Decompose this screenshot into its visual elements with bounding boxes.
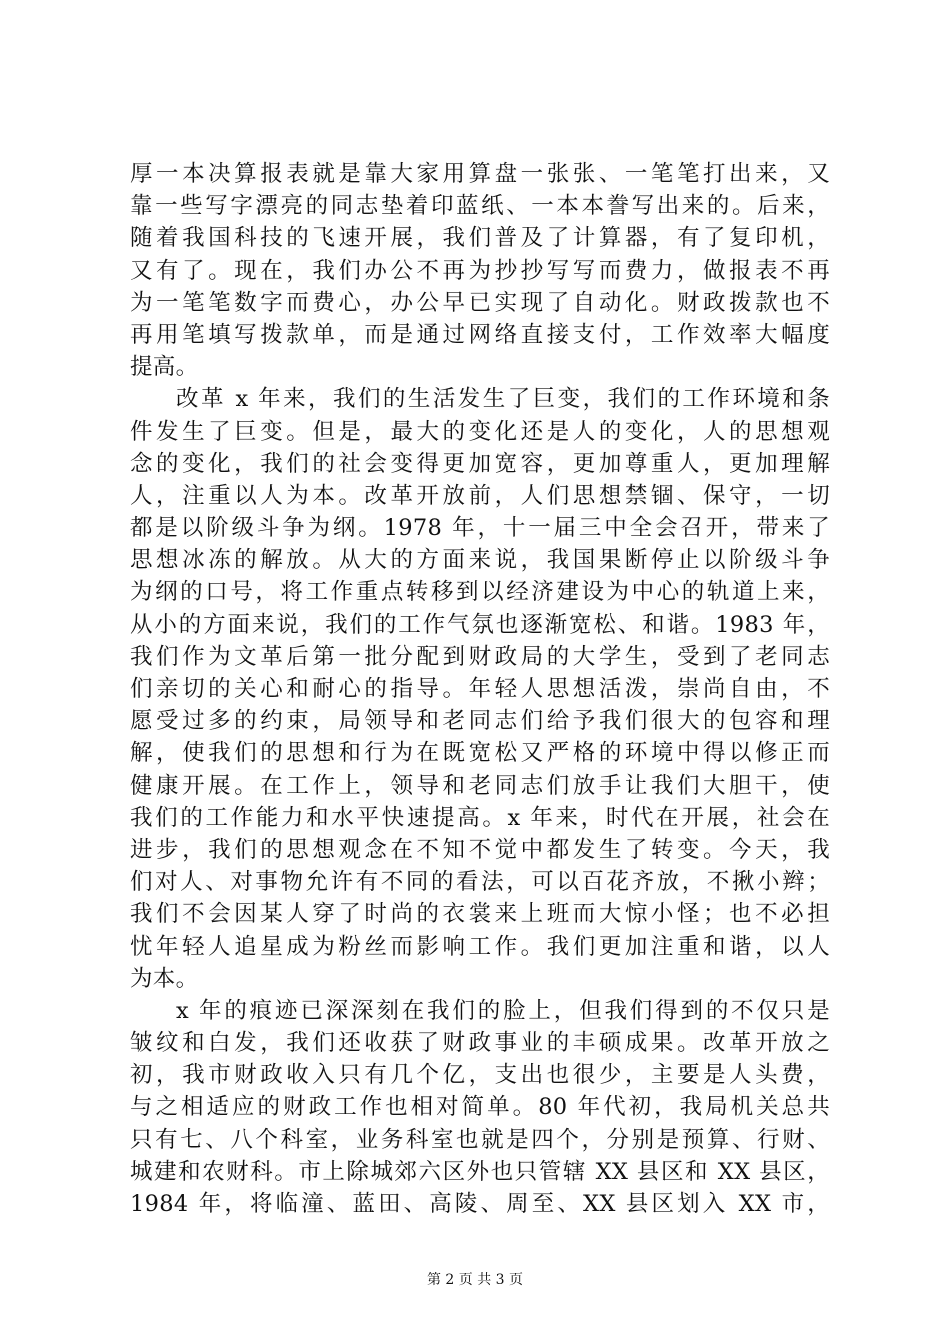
text-line: 城建和农财科。市上除城郊六区外也只管辖 XX 县区和 XX 县区， <box>130 1158 830 1185</box>
text-line: 进步，我们的思想观念在不知不觉中都发生了转变。今天，我 <box>130 836 830 863</box>
text-line: 们对人、对事物允许有不同的看法，可以百花齐放，不揪小辫； <box>130 869 830 896</box>
text-line: 又有了。现在，我们办公不再为抄抄写写而费力，做报表不再 <box>130 257 830 284</box>
text-line: 1984 年，将临潼、蓝田、高陵、周至、XX 县区划入 XX 市， <box>130 1191 830 1217</box>
text-line: 人，注重以人为本。改革开放前，人们思想禁锢、保守，一切 <box>130 482 830 509</box>
paragraph-first-line: 改革 x 年来，我们的生活发生了巨变，我们的工作环境和条 <box>176 386 830 413</box>
text-line: 为纲的口号，将工作重点转移到以经济建设为中心的轨道上来， <box>130 579 830 606</box>
text-line: 提高。 <box>130 354 199 381</box>
text-line: 厚一本决算报表就是靠大家用算盘一张张、一笔笔打出来，又 <box>130 161 830 187</box>
text-line: 愿受过多的约束，局领导和老同志们给予我们很大的包容和理 <box>130 708 830 735</box>
text-line: 解，使我们的思想和行为在既宽松又严格的环境中得以修正而 <box>130 740 830 767</box>
text-line: 忧年轻人追星成为粉丝而影响工作。我们更加注重和谐，以人 <box>130 933 830 960</box>
text-line: 我们作为文革后第一批分配到财政局的大学生，受到了老同志 <box>130 643 830 670</box>
paragraph-first-line: x 年的痕迹已深深刻在我们的脸上，但我们得到的不仅只是 <box>176 997 830 1024</box>
text-line: 念的变化，我们的社会变得更加宽容，更加尊重人，更加理解 <box>130 450 830 477</box>
text-line: 初，我市财政收入只有几个亿，支出也很少，主要是人头费， <box>130 1062 830 1089</box>
text-line: 从小的方面来说，我们的工作气氛也逐渐宽松、和谐。1983 年， <box>130 611 830 638</box>
text-line: 与之相适应的财政工作也相对简单。80 年代初，我局机关总共 <box>130 1094 830 1121</box>
text-line: 我们的工作能力和水平快速提高。x 年来，时代在开展，社会在 <box>130 804 830 831</box>
text-line: 靠一些写字漂亮的同志垫着印蓝纸、一本本誊写出来的。后来， <box>130 193 830 220</box>
text-line: 我们不会因某人穿了时尚的衣裳来上班而大惊小怪；也不必担 <box>130 901 830 928</box>
text-line: 再用笔填写拨款单，而是通过网络直接支付，工作效率大幅度 <box>130 321 830 348</box>
body-text <box>130 158 830 1220</box>
page-footer: 第 2 页 共 3 页 <box>426 1272 524 1288</box>
text-line: 都是以阶级斗争为纲。1978 年，十一届三中全会召开，带来了 <box>130 515 830 542</box>
text-line: 皱纹和白发，我们还收获了财政事业的丰硕成果。改革开放之 <box>130 1030 830 1057</box>
text-line: 们亲切的关心和耐心的指导。年轻人思想活泼，崇尚自由，不 <box>130 676 830 702</box>
text-line: 为一笔笔数字而费心，办公早已实现了自动化。财政拨款也不 <box>130 289 830 316</box>
text-line: 为本。 <box>130 965 199 992</box>
text-line: 件发生了巨变。但是，最大的变化还是人的变化，人的思想观 <box>130 418 830 445</box>
text-line: 健康开展。在工作上，领导和老同志们放手让我们大胆干，使 <box>130 772 830 799</box>
text-line: 思想冰冻的解放。从大的方面来说，我国果断停止以阶级斗争 <box>130 547 830 574</box>
text-line: 随着我国科技的飞速开展，我们普及了计算器，有了复印机， <box>130 225 830 252</box>
text-line: 只有七、八个科室，业务科室也就是四个，分别是预算、行财、 <box>130 1126 830 1153</box>
